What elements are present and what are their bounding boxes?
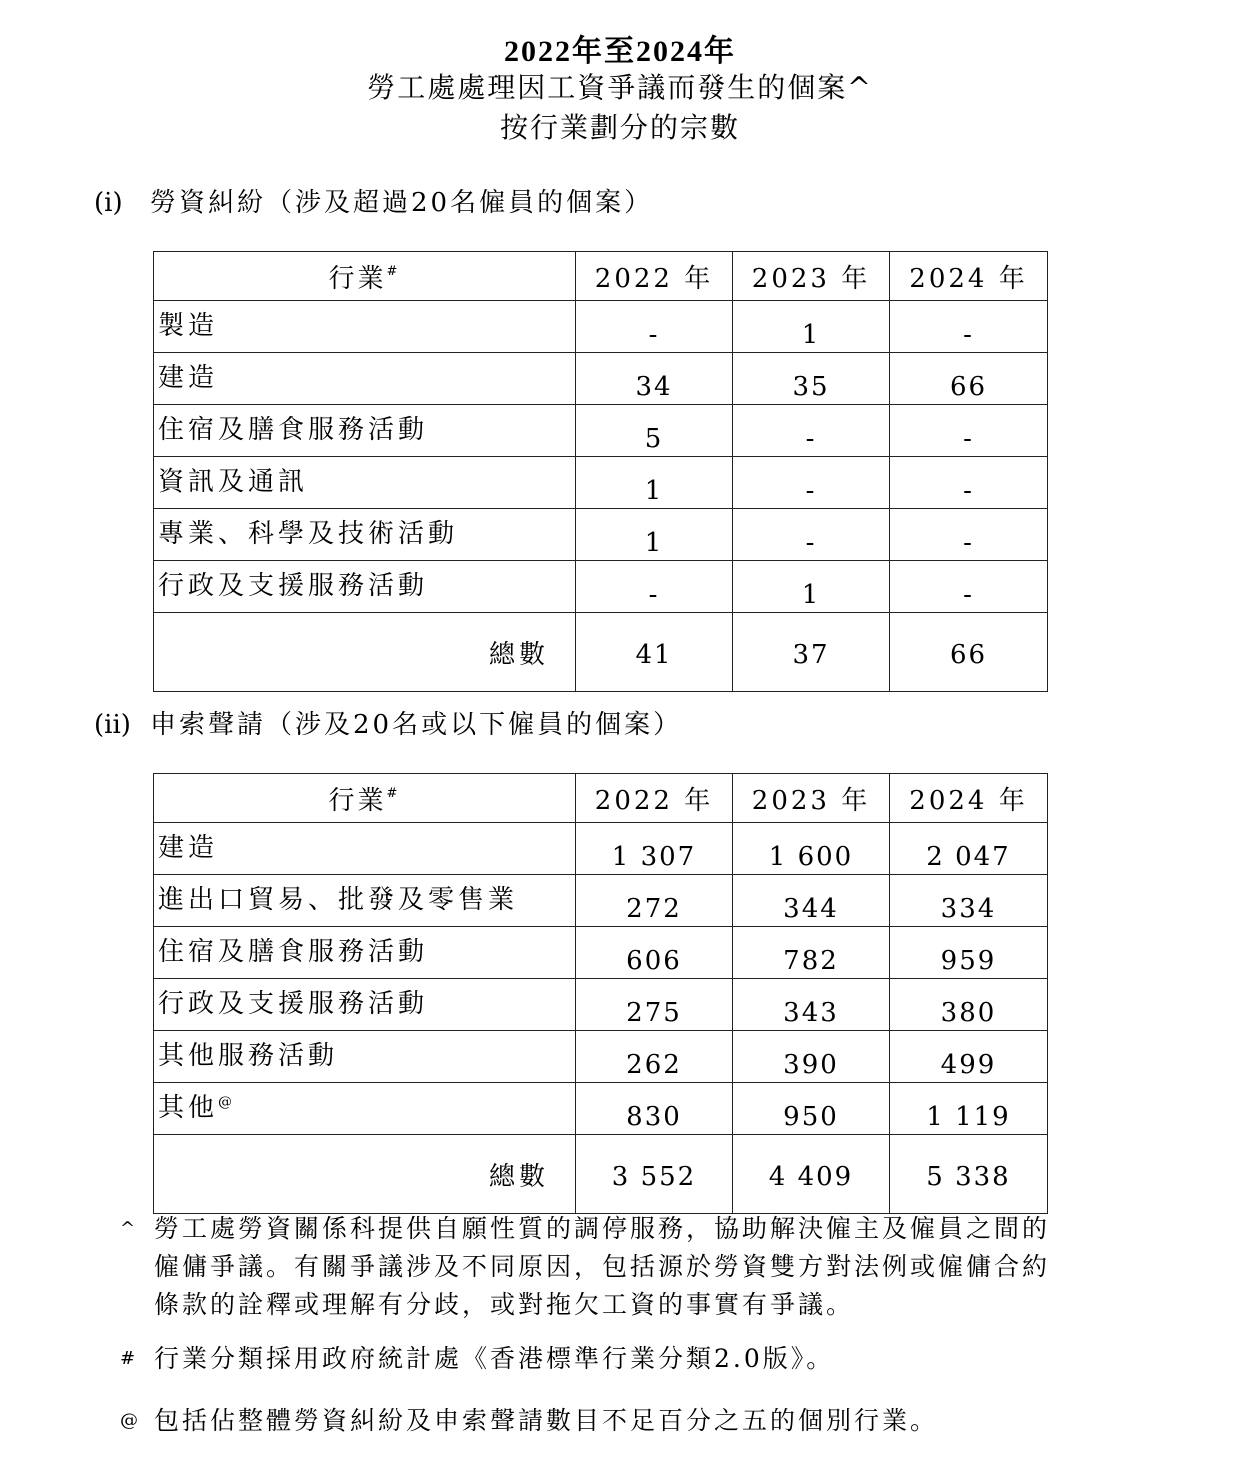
table-row bbox=[154, 1031, 1048, 1083]
title-years: 2022年至2024年 bbox=[504, 35, 736, 68]
section-title: 勞資糾紛（涉及超過20名僱員的個案） bbox=[150, 188, 654, 218]
value-2024: - bbox=[890, 509, 1048, 561]
industry-cell: 住宿及膳食服務活動 bbox=[154, 405, 576, 457]
section-heading-disputes bbox=[94, 182, 653, 219]
hash-mark: # bbox=[386, 263, 401, 279]
value-2023: 344 bbox=[733, 875, 890, 927]
industry-cell: 進出口貿易、批發及零售業 bbox=[154, 875, 576, 927]
header-2024: 2024 年 bbox=[890, 774, 1048, 823]
value-2024: 334 bbox=[890, 875, 1048, 927]
header-2023: 2023 年 bbox=[733, 774, 890, 823]
total-label: 總數 bbox=[154, 1135, 576, 1214]
footnote-mark: ^ bbox=[120, 1218, 136, 1239]
value-2022: - bbox=[576, 301, 733, 353]
section-number: (i) bbox=[94, 188, 123, 218]
footnote-caret bbox=[120, 1210, 1050, 1324]
total-label: 總數 bbox=[154, 613, 576, 692]
header-industry: 行業# bbox=[154, 774, 576, 823]
value-2024: 1 119 bbox=[890, 1083, 1048, 1135]
total-2024: 66 bbox=[890, 613, 1048, 692]
industry-cell: 其他@ bbox=[154, 1083, 576, 1135]
value-2024: 380 bbox=[890, 979, 1048, 1031]
footnote-hash bbox=[120, 1340, 1050, 1378]
total-row bbox=[154, 613, 1048, 692]
section-number: (ii) bbox=[94, 710, 131, 740]
header-industry: 行業# bbox=[154, 252, 576, 301]
total-2022: 41 bbox=[576, 613, 733, 692]
footnote-at bbox=[120, 1402, 1050, 1440]
value-2022: 272 bbox=[576, 875, 733, 927]
table-row bbox=[154, 457, 1048, 509]
value-2023: 35 bbox=[733, 353, 890, 405]
value-2023: - bbox=[733, 509, 890, 561]
table-row bbox=[154, 353, 1048, 405]
value-2022: 275 bbox=[576, 979, 733, 1031]
value-2023: 1 bbox=[733, 301, 890, 353]
at-mark: @ bbox=[218, 1094, 233, 1110]
value-2023: 1 600 bbox=[733, 823, 890, 875]
industry-cell: 其他服務活動 bbox=[154, 1031, 576, 1083]
total-2022: 3 552 bbox=[576, 1135, 733, 1214]
table-row bbox=[154, 509, 1048, 561]
claims-table bbox=[153, 773, 1048, 1214]
value-2023: 950 bbox=[733, 1083, 890, 1135]
value-2022: 5 bbox=[576, 405, 733, 457]
header-2023: 2023 年 bbox=[733, 252, 890, 301]
table-row bbox=[154, 561, 1048, 613]
industry-cell: 行政及支援服務活動 bbox=[154, 561, 576, 613]
footnote-text: 包括佔整體勞資糾紛及申索聲請數目不足百分之五的個別行業。 bbox=[154, 1406, 939, 1435]
industry-cell: 製造 bbox=[154, 301, 576, 353]
table-row bbox=[154, 301, 1048, 353]
header-2024: 2024 年 bbox=[890, 252, 1048, 301]
industry-cell: 住宿及膳食服務活動 bbox=[154, 927, 576, 979]
value-2024: 66 bbox=[890, 353, 1048, 405]
value-2023: - bbox=[733, 457, 890, 509]
value-2022: 606 bbox=[576, 927, 733, 979]
industry-cell: 建造 bbox=[154, 353, 576, 405]
table-row bbox=[154, 927, 1048, 979]
value-2022: 34 bbox=[576, 353, 733, 405]
table-header-row bbox=[154, 252, 1048, 301]
title-main: 勞工處處理因工資爭議而發生的個案^ bbox=[367, 71, 873, 104]
industry-cell: 建造 bbox=[154, 823, 576, 875]
footnote-text: 行業分類採用政府統計處《香港標準行業分類2.0版》。 bbox=[154, 1344, 835, 1373]
value-2024: - bbox=[890, 561, 1048, 613]
hash-mark: # bbox=[386, 785, 401, 801]
header-2022: 2022 年 bbox=[576, 774, 733, 823]
footnote-text: 勞工處勞資關係科提供自願性質的調停服務，協助解決僱主及僱員之間的僱傭爭議。有關爭議涉及不同原因，包括源於勞資雙方對法例或僱傭合約條款的詮釋或理解有分歧，或對拖欠工資的事實有爭議。 bbox=[154, 1214, 1051, 1319]
value-2023: 1 bbox=[733, 561, 890, 613]
disputes-table bbox=[153, 251, 1048, 692]
value-2022: 830 bbox=[576, 1083, 733, 1135]
table-row bbox=[154, 875, 1048, 927]
title-sub: 按行業劃分的宗數 bbox=[499, 111, 740, 144]
value-2022: 262 bbox=[576, 1031, 733, 1083]
total-row bbox=[154, 1135, 1048, 1214]
value-2022: - bbox=[576, 561, 733, 613]
value-2023: 390 bbox=[733, 1031, 890, 1083]
value-2024: 2 047 bbox=[890, 823, 1048, 875]
footnote-mark: @ bbox=[120, 1410, 138, 1431]
table-row bbox=[154, 405, 1048, 457]
header-2022: 2022 年 bbox=[576, 252, 733, 301]
total-2023: 37 bbox=[733, 613, 890, 692]
table-row bbox=[154, 823, 1048, 875]
value-2023: 782 bbox=[733, 927, 890, 979]
table-header-row bbox=[154, 774, 1048, 823]
value-2023: - bbox=[733, 405, 890, 457]
section-title: 申索聲請（涉及20名或以下僱員的個案） bbox=[150, 710, 683, 740]
industry-cell: 資訊及通訊 bbox=[154, 457, 576, 509]
value-2022: 1 307 bbox=[576, 823, 733, 875]
value-2024: 499 bbox=[890, 1031, 1048, 1083]
value-2024: - bbox=[890, 301, 1048, 353]
total-2023: 4 409 bbox=[733, 1135, 890, 1214]
value-2022: 1 bbox=[576, 509, 733, 561]
value-2022: 1 bbox=[576, 457, 733, 509]
total-2024: 5 338 bbox=[890, 1135, 1048, 1214]
value-2024: - bbox=[890, 457, 1048, 509]
section-heading-claims bbox=[94, 704, 682, 741]
footnote-mark: # bbox=[120, 1348, 136, 1369]
industry-cell: 專業、科學及技術活動 bbox=[154, 509, 576, 561]
value-2024: - bbox=[890, 405, 1048, 457]
table-row bbox=[154, 979, 1048, 1031]
value-2023: 343 bbox=[733, 979, 890, 1031]
table-row bbox=[154, 1083, 1048, 1135]
value-2024: 959 bbox=[890, 927, 1048, 979]
industry-cell: 行政及支援服務活動 bbox=[154, 979, 576, 1031]
